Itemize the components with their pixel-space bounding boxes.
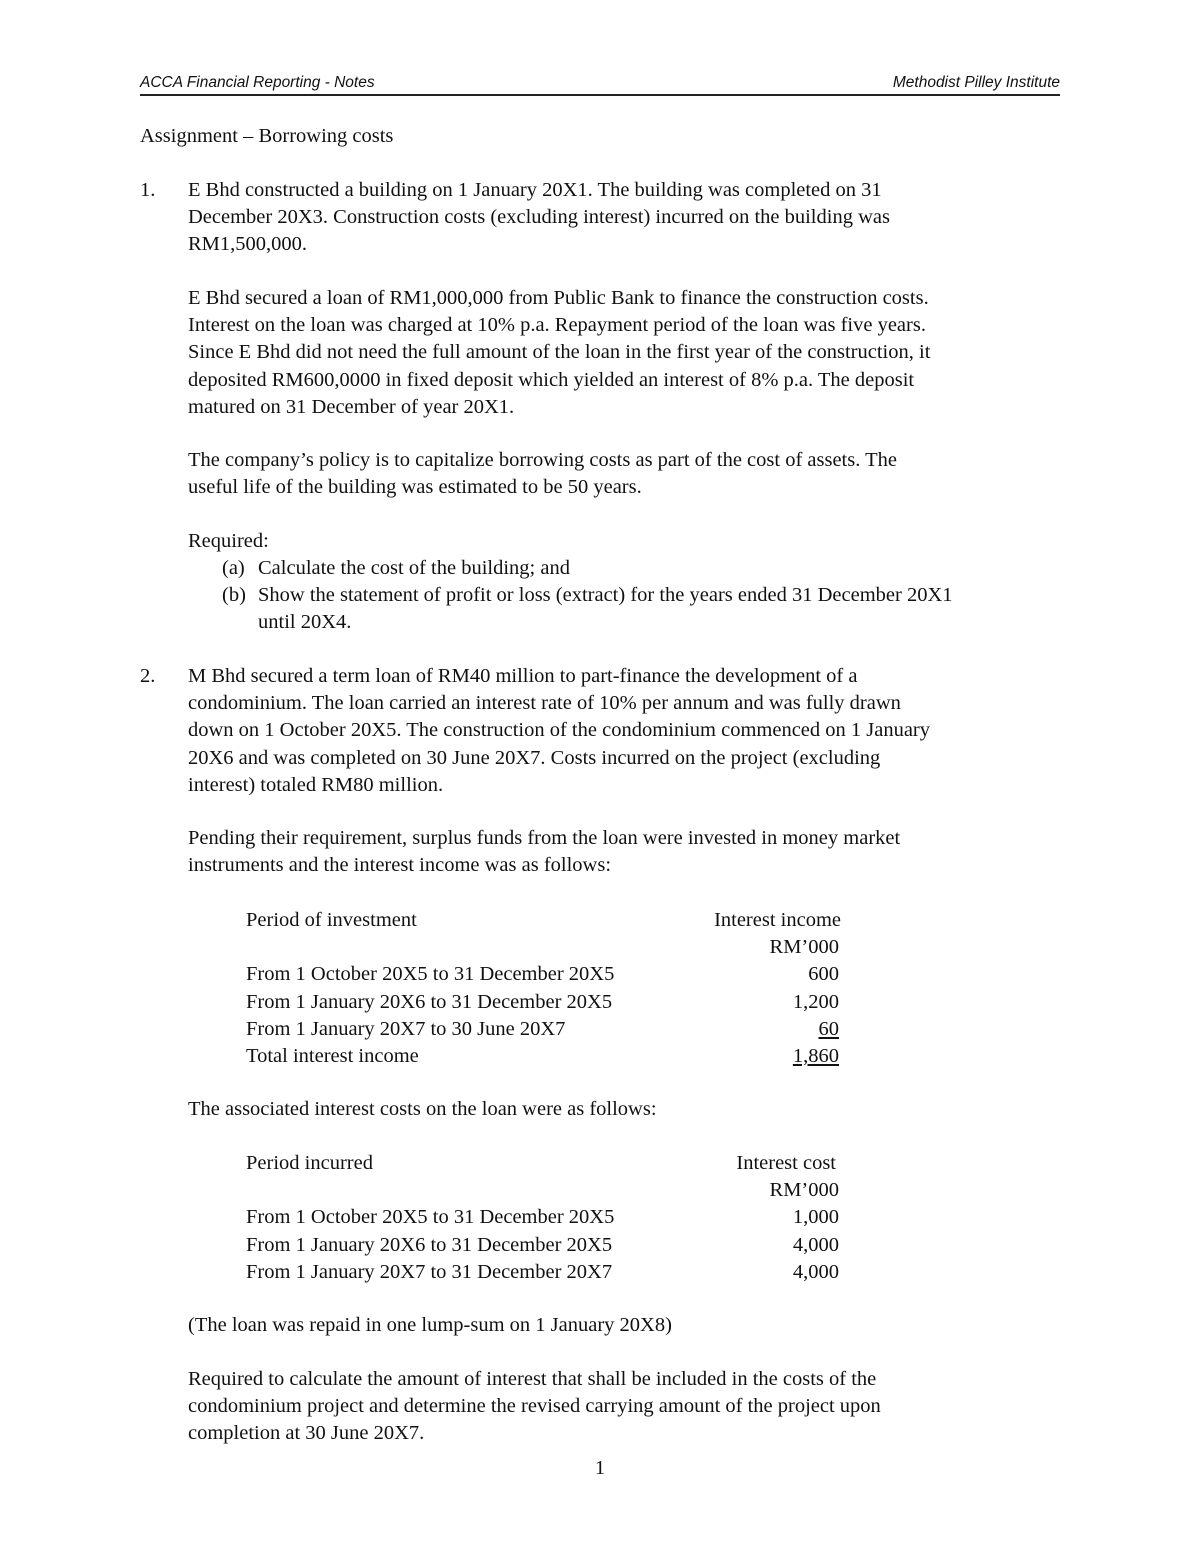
amount-cell: 1,200: [792, 990, 839, 1013]
column-header: Interest cost: [736, 1152, 836, 1174]
text-line: Since E Bhd did not need the full amount of the loan in the first year of the construction, it: [188, 341, 931, 364]
amount-cell: 4,000: [792, 1260, 839, 1283]
unit-label: RM’000: [769, 1179, 839, 1202]
q1-paragraph-3: [188, 447, 1068, 501]
text-line: down on 1 October 20X5. The construction of the condominium commenced on 1 January: [188, 719, 931, 742]
column-header: Interest income: [714, 909, 841, 931]
period-cell: From 1 October 20X5 to 31 December 20X5: [246, 1206, 615, 1229]
q1-part-b-text-1: Show the statement of profit or loss (extract) for the years ended 31 December 20X1: [258, 584, 953, 606]
text-line: condominium. The loan carried an interest rate of 10% per annum and was fully drawn: [188, 692, 901, 715]
total-amount-cell: 1,860: [792, 1044, 839, 1067]
text-line: completion at 30 June 20X7.: [188, 1422, 425, 1445]
q1-number: 1.: [140, 179, 156, 201]
text-line: condominium project and determine the revised carrying amount of the project upon: [188, 1395, 881, 1418]
text-line: 20X6 and was completed on 30 June 20X7. Costs incurred on the project (excluding: [188, 746, 881, 769]
table-unit-row: [246, 934, 839, 961]
interest-income-table: [246, 907, 841, 1070]
table-header-row: [246, 907, 841, 934]
assignment-title: Assignment – Borrowing costs: [140, 125, 394, 147]
table-row: [246, 1016, 839, 1043]
header-left: ACCA Financial Reporting - Notes: [140, 74, 375, 91]
text-line: matured on 31 December of year 20X1.: [188, 395, 515, 418]
text-line: M Bhd secured a term loan of RM40 million to part-finance the development of a: [188, 665, 858, 687]
q2-number: 2.: [140, 665, 156, 687]
table-header-row: [246, 1150, 836, 1177]
page-number: 1: [594, 1457, 606, 1479]
q1-required-label: Required:: [188, 530, 269, 552]
text-line: December 20X3. Construction costs (excluding interest) incurred on the building was: [188, 206, 890, 229]
amount-cell: 4,000: [792, 1233, 839, 1256]
amount-cell: 600: [808, 963, 839, 986]
amount-cell: 60: [818, 1017, 839, 1040]
text-line: Pending their requirement, surplus funds from the loan were invested in money market: [188, 827, 901, 849]
text-line: deposited RM600,0000 in fixed deposit which yielded an interest of 8% p.a. The deposit: [188, 368, 915, 391]
column-header: Period incurred: [246, 1152, 373, 1174]
text-line: E Bhd constructed a building on 1 January 20X1. The building was completed on 31: [188, 179, 882, 201]
page-header: [140, 74, 1060, 96]
text-line: interest) totaled RM80 million.: [188, 773, 444, 796]
unit-label: RM’000: [769, 936, 839, 959]
interest-cost-table: [246, 1150, 839, 1286]
table-total-row: [246, 1043, 839, 1070]
period-cell: From 1 January 20X7 to 31 December 20X7: [246, 1260, 613, 1283]
text-line: RM1,500,000.: [188, 233, 308, 256]
q1-paragraph-2: [188, 285, 1068, 421]
q1-paragraph-1: [188, 177, 1068, 259]
table-row: [246, 1204, 839, 1231]
text-line: Required to calculate the amount of interest that shall be included in the costs of the: [188, 1368, 877, 1390]
q1-part-a-label: (a): [222, 557, 245, 579]
q2-paragraph-2: [188, 825, 1068, 879]
q2-paragraph-4: (The loan was repaid in one lump-sum on 1 January 20X8): [188, 1314, 672, 1336]
period-cell: From 1 October 20X5 to 31 December 20X5: [246, 963, 615, 986]
text-line: instruments and the interest income was as follows:: [188, 854, 612, 877]
q2-paragraph-5: [188, 1366, 1068, 1448]
q2-paragraph-1: [188, 663, 1068, 799]
q2-paragraph-3: The associated interest costs on the loan were as follows:: [188, 1098, 657, 1120]
period-cell: From 1 January 20X7 to 30 June 20X7: [246, 1017, 566, 1040]
column-header: Period of investment: [246, 909, 417, 931]
text-line: E Bhd secured a loan of RM1,000,000 from Public Bank to finance the construction costs.: [188, 287, 929, 309]
text-line: Interest on the loan was charged at 10% p.a. Repayment period of the loan was five years.: [188, 314, 926, 337]
table-row: [246, 1259, 839, 1286]
text-line: The company’s policy is to capitalize borrowing costs as part of the cost of assets. The: [188, 449, 897, 471]
table-row: [246, 1232, 839, 1259]
text-line: useful life of the building was estimated to be 50 years.: [188, 476, 642, 499]
table-unit-row: [246, 1177, 839, 1204]
table-row: [246, 961, 839, 988]
q1-part-b-text-2: until 20X4.: [258, 611, 352, 633]
q1-part-a-text: Calculate the cost of the building; and: [258, 557, 570, 579]
period-cell: Total interest income: [246, 1044, 419, 1067]
period-cell: From 1 January 20X6 to 31 December 20X5: [246, 990, 613, 1013]
header-right: Methodist Pilley Institute: [892, 74, 1060, 91]
amount-cell: 1,000: [792, 1206, 839, 1229]
period-cell: From 1 January 20X6 to 31 December 20X5: [246, 1233, 613, 1256]
table-row: [246, 989, 839, 1016]
q1-part-b-label: (b): [222, 584, 246, 606]
